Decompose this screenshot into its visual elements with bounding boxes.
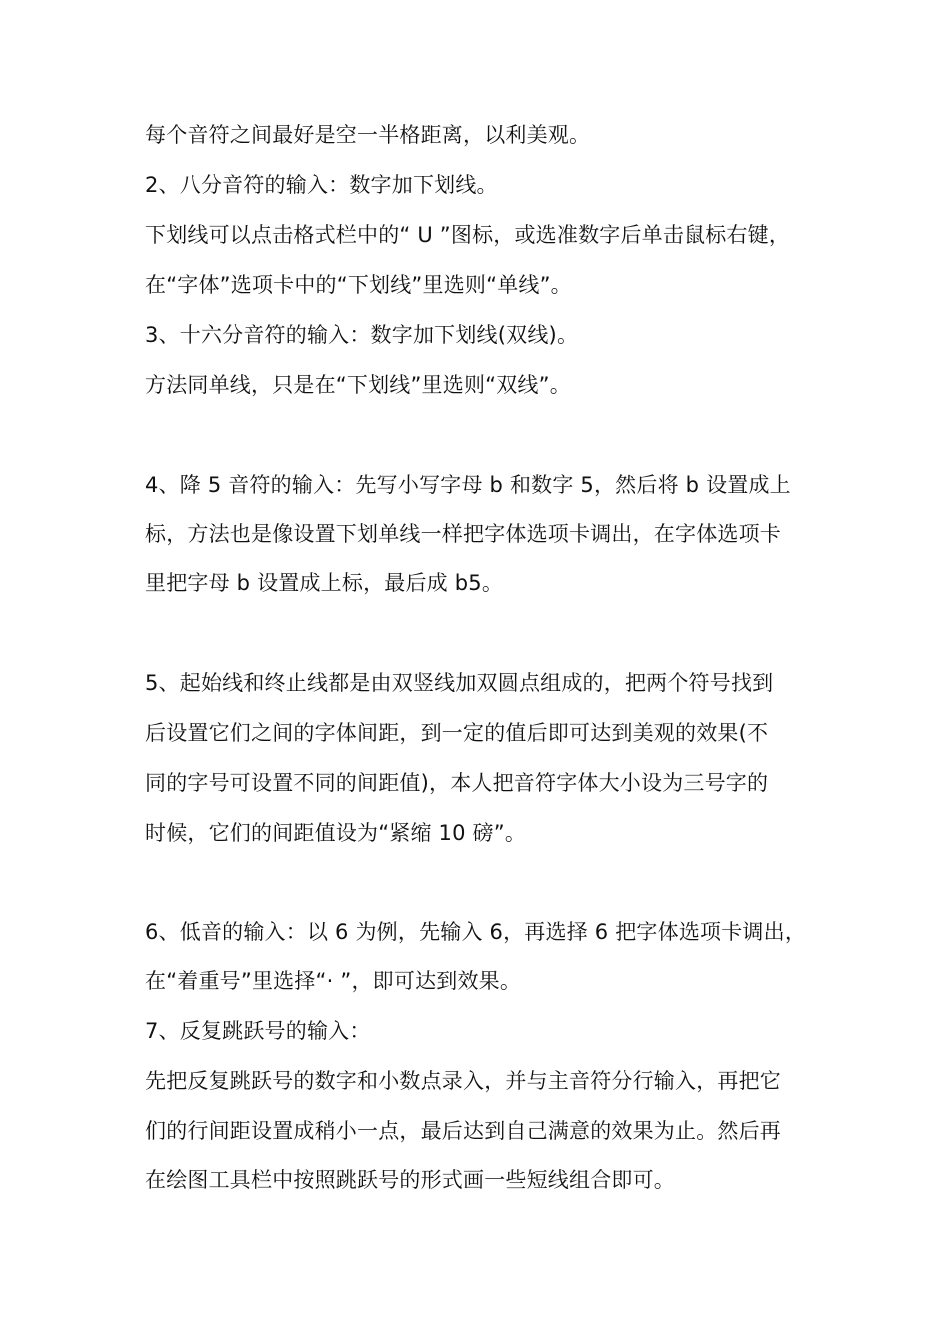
text-line: 里把字母 b 设置成上标，最后成 b5。	[145, 571, 504, 595]
text-line: 下划线可以点击格式栏中的“ U ”图标，或选准数字后单击鼠标右键，	[145, 223, 791, 247]
text-line: 标，方法也是像设置下划单线一样把字体选项卡调出，在字体选项卡	[145, 522, 781, 546]
text-line: 7、反复跳跃号的输入：	[145, 1019, 371, 1043]
text-line: 每个音符之间最好是空一半格距离，以利美观。	[145, 123, 591, 147]
text-line: 5、起始线和终止线都是由双竖线加双圆点组成的，把两个符号找到	[145, 671, 774, 695]
text-line: 后设置它们之间的字体间距，到一定的值后即可达到美观的效果(不	[145, 721, 769, 745]
text-line: 在绘图工具栏中按照跳跃号的形式画一些短线组合即可。	[145, 1168, 675, 1192]
text-line: 先把反复跳跃号的数字和小数点录入，并与主音符分行输入，再把它	[145, 1069, 781, 1093]
text-line: 3、十六分音符的输入：数字加下划线(双线)。	[145, 323, 579, 347]
text-line: 方法同单线，只是在“下划线”里选则“双线”。	[145, 373, 571, 397]
text-line: 6、低音的输入：以 6 为例，先输入 6，再选择 6 把字体选项卡调出，	[145, 920, 807, 944]
text-line: 在“着重号”里选择“· ”，即可达到效果。	[145, 969, 522, 993]
text-line: 们的行间距设置成稍小一点，最后达到自己满意的效果为止。然后再	[145, 1119, 781, 1143]
text-line: 2、八分音符的输入：数字加下划线。	[145, 173, 498, 197]
text-line: 同的字号可设置不同的间距值)，本人把音符字体大小设为三号字的	[145, 771, 769, 795]
text-line: 4、降 5 音符的输入：先写小写字母 b 和数字 5，然后将 b 设置成上	[145, 473, 791, 497]
text-line: 在“字体”选项卡中的“下划线”里选则“单线”。	[145, 273, 572, 297]
text-line: 时候，它们的间距值设为“紧缩 10 磅”。	[145, 821, 527, 845]
